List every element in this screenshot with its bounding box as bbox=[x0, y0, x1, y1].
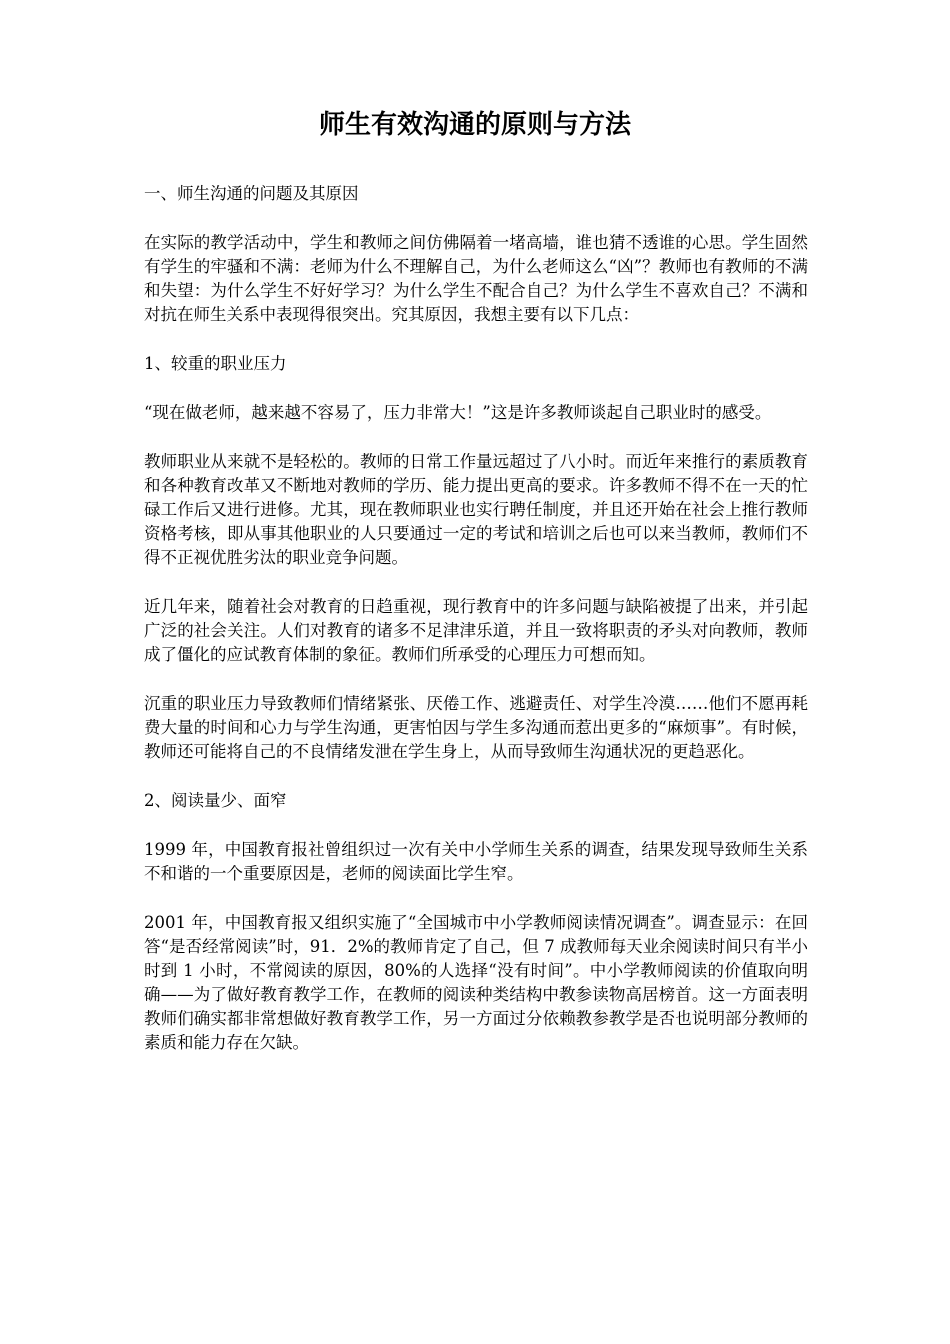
document-title: 师生有效沟通的原则与方法 bbox=[318, 110, 631, 140]
paragraph: 1999 年，中国教育报社曾组织过一次有关中小学师生关系的调查，结果发现导致师生关系不和谐的一个重要原因是，老师的阅读面比学生窄。 bbox=[144, 840, 808, 883]
subsection-heading: 1、较重的职业压力 bbox=[144, 354, 287, 373]
paragraph: 2001 年，中国教育报又组织实施了“全国城市中小学教师阅读情况调查”。调查显示：在回答“是否经常阅读”时，91．2%的教师肯定了自己，但 7 成教师每天业余阅读时间只有半小时到 1 小时，不常阅读的原因，80%的人选择“没有时间”。中小学教师阅读的价值取向明确——为了做好教育教学工作，在教师的阅读种类结构中教参读物高居榜首。这一方面表明教师们确实都非常想做好教育教学工作，另一方面过分依赖教参教学是否也说明部分教师的素质和能力存在欠缺。 bbox=[144, 913, 808, 1052]
paragraph: “现在做老师，越来越不容易了，压力非常大！”这是许多教师谈起自己职业时的感受。 bbox=[144, 403, 772, 422]
section-heading: 一、师生沟通的问题及其原因 bbox=[144, 184, 359, 203]
document-body bbox=[144, 182, 808, 1080]
paragraph: 沉重的职业压力导致教师们情绪紧张、厌倦工作、逃避责任、对学生冷漠……他们不愿再耗费大量的时间和心力与学生沟通，更害怕因与学生多沟通而惹出更多的“麻烦事”。有时候，教师还可能将自己的不良情绪发泄在学生身上，从而导致师生沟通状况的更趋恶化。 bbox=[144, 694, 808, 761]
paragraph: 在实际的教学活动中，学生和教师之间仿佛隔着一堵高墙，谁也猜不透谁的心思。学生固然有学生的牢骚和不满：老师为什么不理解自己，为什么老师这么“凶”？教师也有教师的不满和失望：为什么学生不好好学习？为什么学生不配合自己？为什么学生不喜欢自己？不满和对抗在师生关系中表现得很突出。究其原因，我想主要有以下几点： bbox=[144, 233, 808, 324]
paragraph: 近几年来，随着社会对教育的日趋重视，现行教育中的许多问题与缺陷被提了出来，并引起广泛的社会关注。人们对教育的诸多不足津津乐道，并且一致将职责的矛头对向教师，教师成了僵化的应试教育体制的象征。教师们所承受的心理压力可想而知。 bbox=[144, 597, 808, 664]
subsection-heading: 2、阅读量少、面窄 bbox=[144, 791, 287, 810]
paragraph: 教师职业从来就不是轻松的。教师的日常工作量远超过了八小时。而近年来推行的素质教育和各种教育改革又不断地对教师的学历、能力提出更高的要求。许多教师不得不在一天的忙碌工作后又进行进修。尤其，现在教师职业也实行聘任制度，并且还开始在社会上推行教师资格考核，即从事其他职业的人只要通过一定的考试和培训之后也可以来当教师，教师们不得不正视优胜劣汰的职业竞争问题。 bbox=[144, 452, 808, 567]
